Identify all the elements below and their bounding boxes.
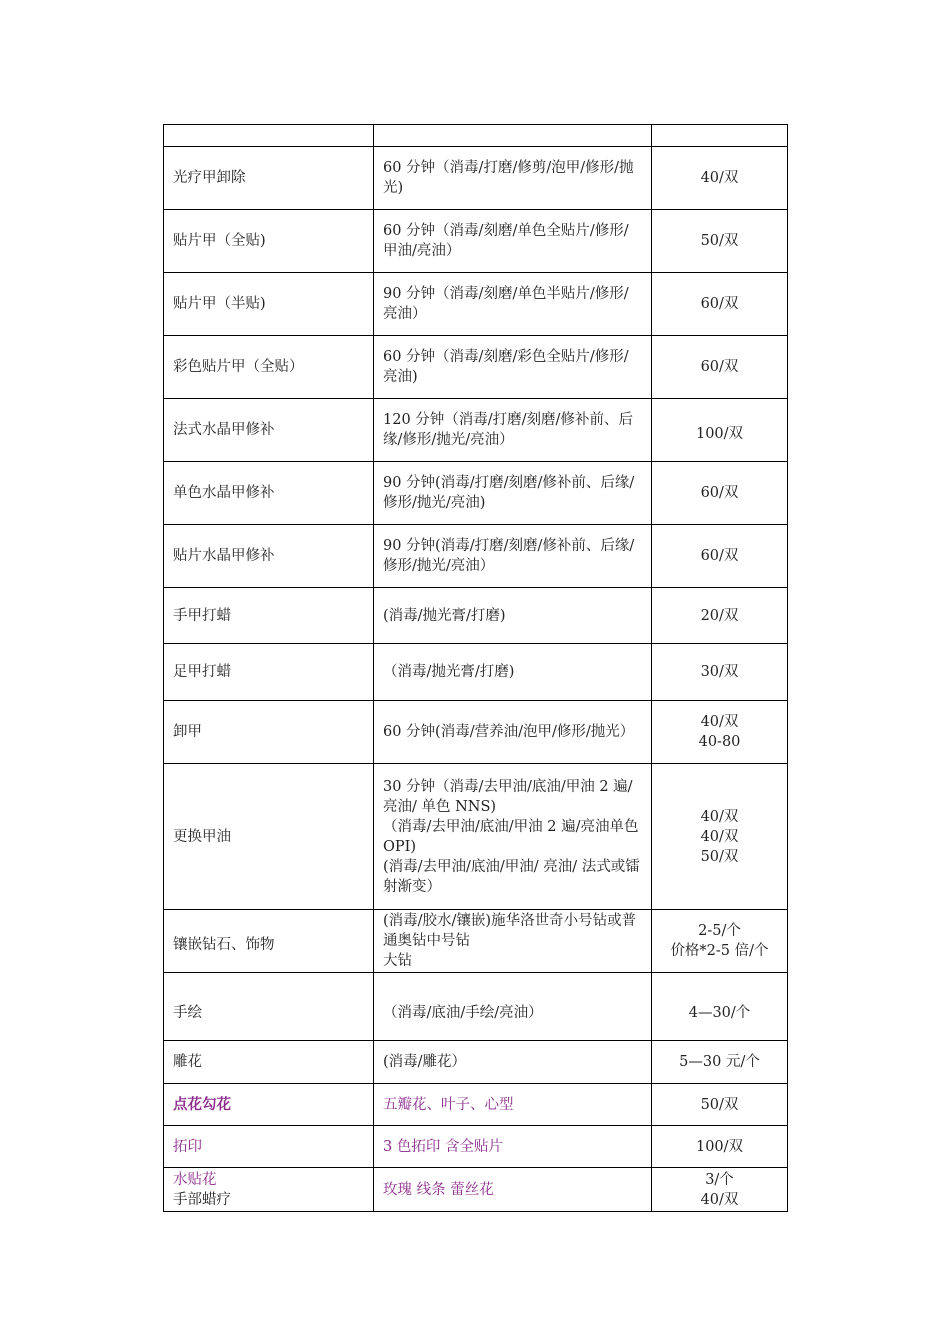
service-name: 水贴花 手部蜡疗 <box>164 1168 374 1212</box>
service-name: 雕花 <box>164 1041 374 1084</box>
price-table <box>163 124 788 1212</box>
service-price: 50/双 <box>652 210 788 273</box>
table-row <box>164 336 788 399</box>
service-description: 60 分钟（消毒/刻磨/单色全贴片/修形/甲油/亮油） <box>374 210 652 273</box>
service-description: 五瓣花、叶子、心型 <box>374 1084 652 1126</box>
service-name: 更换甲油 <box>164 764 374 910</box>
service-description: 90 分钟(消毒/打磨/刻磨/修补前、后缘/修形/抛光/亮油) <box>374 462 652 525</box>
header-cell-1 <box>164 125 374 147</box>
service-description: 30 分钟（消毒/去甲油/底油/甲油 2 遍/ 亮油/ 单色 NNS) （消毒/去甲油/底油/甲油 2 遍/亮油单色 OPI) (消毒/去甲油/底油/甲油/ 亮油/ 法式或镭射渐变） <box>374 764 652 910</box>
table-row <box>164 764 788 910</box>
service-price: 60/双 <box>652 525 788 588</box>
service-price: 5—30 元/个 <box>652 1041 788 1084</box>
service-price: 60/双 <box>652 336 788 399</box>
header-cell-3 <box>652 125 788 147</box>
service-price: 60/双 <box>652 462 788 525</box>
service-name: 法式水晶甲修补 <box>164 399 374 462</box>
service-price: 100/双 <box>652 1126 788 1168</box>
table-row <box>164 701 788 764</box>
table-row <box>164 1041 788 1084</box>
header-row-empty <box>164 125 788 147</box>
table-row <box>164 462 788 525</box>
service-description: （消毒/底油/手绘/亮油） <box>374 973 652 1041</box>
service-description: 60 分钟(消毒/营养油/泡甲/修形/抛光） <box>374 701 652 764</box>
service-price: 40/双 40-80 <box>652 701 788 764</box>
service-name: 彩色贴片甲（全贴） <box>164 336 374 399</box>
service-name: 贴片甲（半贴) <box>164 273 374 336</box>
service-price: 4—30/个 <box>652 973 788 1041</box>
service-name: 点花勾花 <box>164 1084 374 1126</box>
service-price: 20/双 <box>652 588 788 644</box>
service-name: 贴片水晶甲修补 <box>164 525 374 588</box>
service-price: 30/双 <box>652 644 788 701</box>
service-description: 90 分钟（消毒/刻磨/单色半贴片/修形/亮油） <box>374 273 652 336</box>
service-description: (消毒/抛光膏/打磨) <box>374 588 652 644</box>
service-price: 60/双 <box>652 273 788 336</box>
header-cell-2 <box>374 125 652 147</box>
service-description: 60 分钟（消毒/刻磨/彩色全贴片/修形/亮油) <box>374 336 652 399</box>
service-description: (消毒/雕花） <box>374 1041 652 1084</box>
service-name: 拓印 <box>164 1126 374 1168</box>
service-description: 玫瑰 线条 蕾丝花 <box>374 1168 652 1212</box>
service-price: 3/个 40/双 <box>652 1168 788 1212</box>
service-price: 40/双 40/双 50/双 <box>652 764 788 910</box>
service-price: 100/双 <box>652 399 788 462</box>
service-name: 光疗甲卸除 <box>164 147 374 210</box>
table-row <box>164 1168 788 1212</box>
table-row <box>164 399 788 462</box>
table-row <box>164 147 788 210</box>
table-row <box>164 588 788 644</box>
service-name: 手甲打蜡 <box>164 588 374 644</box>
service-description: 3 色拓印 含全贴片 <box>374 1126 652 1168</box>
table-row <box>164 910 788 973</box>
table-row <box>164 644 788 701</box>
service-description: （消毒/抛光膏/打磨) <box>374 644 652 701</box>
service-description: (消毒/胶水/镶嵌)施华洛世奇小号钻或普通奥钻中号钻 大钻 <box>374 910 652 973</box>
service-price: 2-5/个 价格*2-5 倍/个 <box>652 910 788 973</box>
service-description: 90 分钟(消毒/打磨/刻磨/修补前、后缘/修形/抛光/亮油） <box>374 525 652 588</box>
service-description: 120 分钟（消毒/打磨/刻磨/修补前、后缘/修形/抛光/亮油） <box>374 399 652 462</box>
service-name: 卸甲 <box>164 701 374 764</box>
service-name: 贴片甲（全贴) <box>164 210 374 273</box>
service-name: 镶嵌钻石、饰物 <box>164 910 374 973</box>
service-price: 50/双 <box>652 1084 788 1126</box>
table-row <box>164 1126 788 1168</box>
table-row <box>164 973 788 1041</box>
table-row <box>164 525 788 588</box>
table-row <box>164 210 788 273</box>
service-price: 40/双 <box>652 147 788 210</box>
service-name: 足甲打蜡 <box>164 644 374 701</box>
service-name: 手绘 <box>164 973 374 1041</box>
service-name: 单色水晶甲修补 <box>164 462 374 525</box>
service-description: 60 分钟（消毒/打磨/修剪/泡甲/修形/抛光) <box>374 147 652 210</box>
table-row <box>164 1084 788 1126</box>
table-row <box>164 273 788 336</box>
